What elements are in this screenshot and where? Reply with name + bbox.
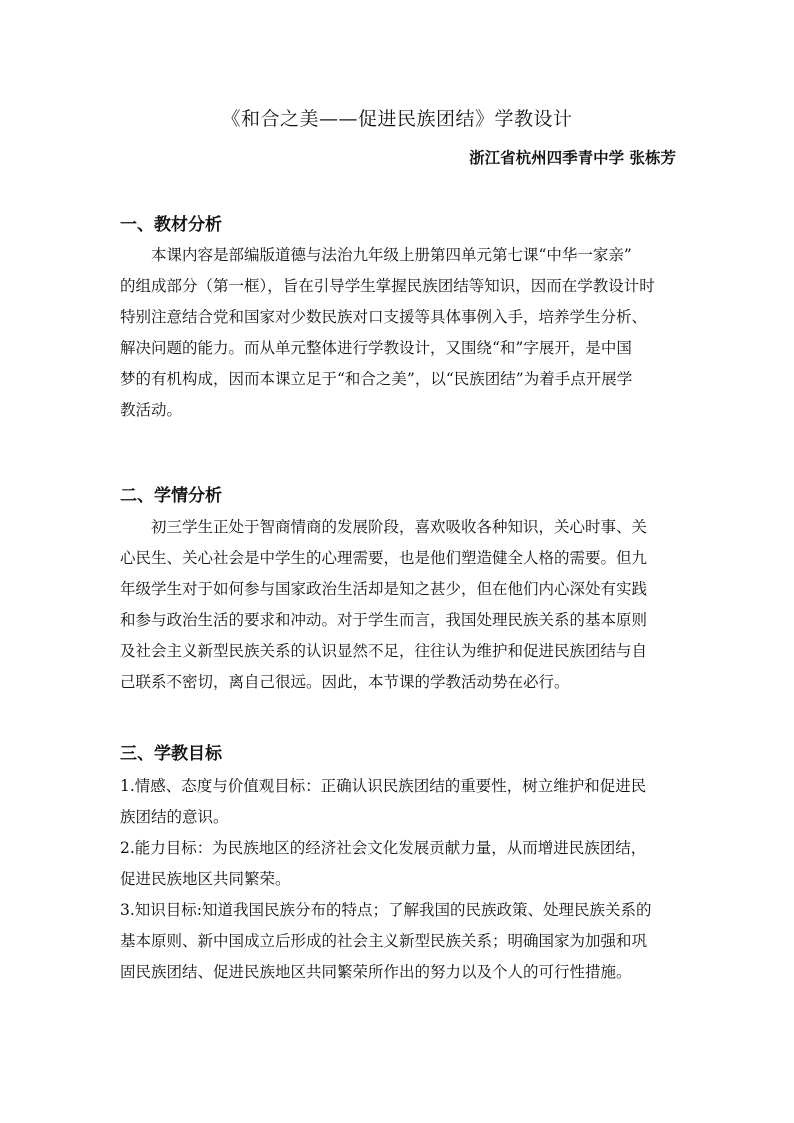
section-body-objectives <box>120 771 676 988</box>
paragraph-line: 本课内容是部编版道德与法治九年级上册第四单元第七课“中华一家亲” <box>151 246 632 264</box>
paragraph-line: 教活动。 <box>120 401 183 419</box>
paragraph-line: 解决问题的能力。而从单元整体进行学教设计，又围绕“和”字展开，是中国 <box>120 339 632 357</box>
section-heading-textbook-analysis: 一、教材分析 <box>120 215 222 235</box>
objective-line: 3.知识目标:知道我国民族分布的特点；了解我国的民族政策、处理民族关系的 <box>120 901 652 919</box>
objective-line: 促进民族地区共同繁荣。 <box>120 870 291 888</box>
objective-line: 固民族团结、促进民族地区共同繁荣所作出的努力以及个人的可行性措施。 <box>120 963 632 981</box>
paragraph-line: 年级学生对于如何参与国家政治生活却是知之甚少，但在他们内心深处有实践 <box>120 580 648 598</box>
paragraph-line: 的组成部分（第一框），旨在引导学生掌握民族团结等知识，因而在学教设计时 <box>120 277 655 295</box>
paragraph-line: 心民生、关心社会是中学生的心理需要，也是他们塑造健全人格的需要。但九 <box>120 549 648 567</box>
section-heading-learner-analysis: 二、学情分析 <box>120 486 222 506</box>
objective-line: 1.情感、态度与价值观目标：正确认识民族团结的重要性，树立维护和促进民 <box>120 777 647 795</box>
objective-line: 基本原则、新中国成立后形成的社会主义新型民族关系；明确国家为加强和巩 <box>120 932 648 950</box>
section-heading-objectives: 三、学教目标 <box>120 744 222 764</box>
paragraph-line: 及社会主义新型民族关系的认识显然不足，往往认为维护和促进民族团结与自 <box>120 642 648 660</box>
author-line: 浙江省杭州四季青中学 张栋芳 <box>469 149 676 167</box>
objective-line: 族团结的意识。 <box>120 808 229 826</box>
paragraph-line: 初三学生正处于智商情商的发展阶段，喜欢吸收各种知识，关心时事、关 <box>151 518 648 536</box>
section-body-learner-analysis <box>120 512 676 698</box>
paragraph-line: 和参与政治生活的要求和冲动。对于学生而言，我国处理民族关系的基本原则 <box>120 611 648 629</box>
paragraph-line: 特别注意结合党和国家对少数民族对口支援等具体事例入手，培养学生分析、 <box>120 308 648 326</box>
document-title: 《和合之美——促进民族团结》学教设计 <box>221 108 573 130</box>
section-body-textbook-analysis <box>120 240 676 426</box>
objective-line: 2.能力目标：为民族地区的经济社会文化发展贡献力量，从而增进民族团结， <box>120 839 647 857</box>
paragraph-line: 梦的有机构成，因而本课立足于“和合之美”，以“民族团结”为着手点开展学 <box>120 370 633 388</box>
paragraph-line: 己联系不密切，离自己很远。因此，本节课的学教活动势在必行。 <box>120 673 570 691</box>
